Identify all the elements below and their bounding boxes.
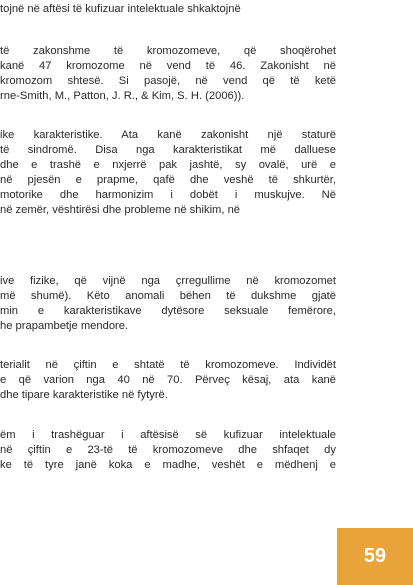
text-line: ike karakteristike. Ata kanë zakonisht një staturë bbox=[0, 129, 336, 141]
text-line: min e karakteristikave dytësore seksuale femërore, bbox=[0, 305, 336, 317]
text-line: ive fizike, që vijnë nga çrregullime në kromozomet bbox=[0, 275, 336, 287]
text-line: në pjesën e prapme, qafë dhe veshë të shkurtër, bbox=[0, 174, 336, 186]
text-line: tojnë në aftësi të kufizuar intelektuale shkaktojnë bbox=[0, 3, 241, 15]
text-line: terialit në çiftin e shtatë të kromozomeve. Individët bbox=[0, 359, 336, 371]
text-line: he prapambetje mendore. bbox=[0, 320, 129, 332]
page-number-badge bbox=[337, 528, 413, 585]
text-line: ëm i trashëguar i aftësisë së kufizuar intelektuale bbox=[0, 429, 336, 441]
text-line: kromozom shtesë. Si pasojë, në vend që të ketë bbox=[0, 75, 336, 87]
text-line: të zakonshme të kromozomeve, që shoqërohet bbox=[0, 45, 336, 57]
text-line: në çiftin e 23-të të kromozomeve dhe shfaqet dy bbox=[0, 444, 336, 456]
text-line: dhe e trashë e nxjerrë pak jashtë, sy ovalë, urë e bbox=[0, 159, 336, 171]
text-line: ke të tyre janë koka e madhe, veshët e mëdhenj e bbox=[0, 459, 336, 471]
text-line: e që varion nga 40 në 70. Përveç kësaj, ata kanë bbox=[0, 374, 336, 386]
text-line: kanë 47 kromozome në vend të 46. Zakonisht në bbox=[0, 60, 336, 72]
text-line: dhe tipare karakteristike në fytyrë. bbox=[0, 389, 168, 401]
text-line: të sindromë. Disa nga karakteristikat më dalluese bbox=[0, 144, 336, 156]
text-line: motorike dhe harmonizim i dobët i muskujve. Në bbox=[0, 189, 336, 201]
text-line: në zemër, vështirësi dhe probleme në shikim, në bbox=[0, 204, 241, 216]
page-number: 59 bbox=[363, 545, 387, 567]
text-line: rne-Smith, M., Patton, J. R., & Kim, S. H. (2006)). bbox=[0, 90, 245, 102]
text-line: më shumë). Këto anomali bëhen të dukshme gjatë bbox=[0, 290, 336, 302]
